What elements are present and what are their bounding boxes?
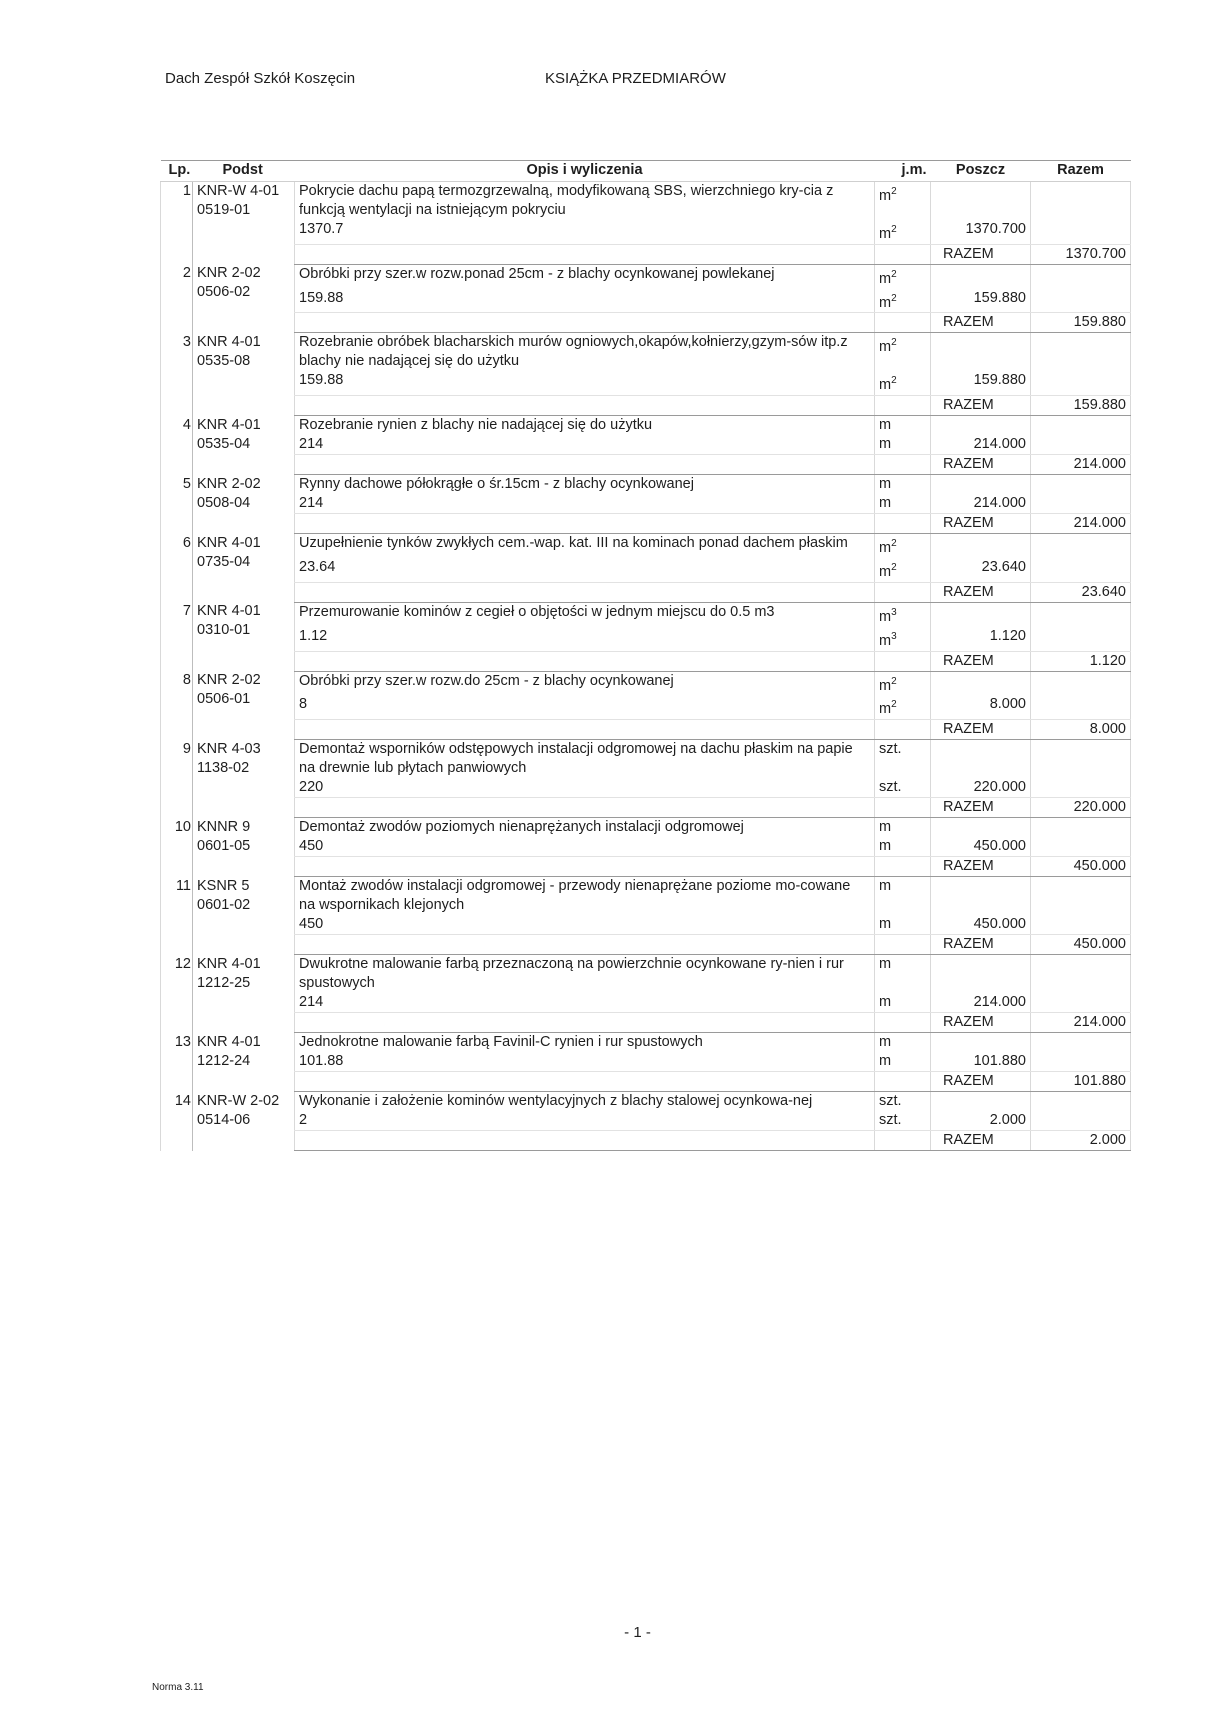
item-total-spacer: [875, 244, 931, 264]
item-calculation-unit: $m^2$: [875, 289, 931, 313]
item-basis-code: KSNR 5 0601-02: [193, 877, 295, 955]
cost-estimate-table: [160, 160, 1131, 1151]
item-basis-code: KNNR 9 0601-05: [193, 818, 295, 877]
table-row-total: [161, 798, 1131, 818]
item-total-empty: [1031, 494, 1131, 514]
item-partial-value: 214.000: [931, 494, 1031, 514]
item-number: 2: [161, 264, 193, 333]
table-row-calculation: [161, 220, 1131, 244]
item-total-empty: [1031, 1052, 1131, 1072]
item-total-spacer: [295, 582, 875, 602]
item-total-label: RAZEM: [931, 798, 1031, 818]
item-total-empty: [1031, 264, 1131, 288]
item-total-label: RAZEM: [931, 396, 1031, 416]
item-total-empty: [1031, 602, 1131, 626]
item-partial-value: 450.000: [931, 915, 1031, 935]
item-total-spacer: [875, 1131, 931, 1151]
item-total-value: 1.120: [1031, 651, 1131, 671]
table-body: [161, 182, 1131, 1151]
item-partial-empty: [931, 333, 1031, 372]
item-partial-value: 1370.700: [931, 220, 1031, 244]
item-total-label: RAZEM: [931, 1072, 1031, 1092]
table-row-calculation: [161, 915, 1131, 935]
table-row: [161, 671, 1131, 695]
item-description: Demontaż wsporników odstępowych instalacji odgromowej na dachu płaskim na papie na drewnie lub płytach panwiowych: [295, 740, 875, 779]
page-number: - 1 -: [624, 1624, 651, 1641]
item-unit: m: [875, 818, 931, 838]
table-row-total: [161, 244, 1131, 264]
document-title: KSIĄŻKA PRZEDMIARÓW: [545, 70, 726, 87]
item-total-empty: [1031, 534, 1131, 558]
item-total-spacer: [875, 935, 931, 955]
column-header-razem: Razem: [1031, 161, 1131, 182]
item-number: 9: [161, 740, 193, 818]
item-calculation: 450: [295, 915, 875, 935]
item-basis-code: KNR 4-01 1212-24: [193, 1033, 295, 1092]
table-row-total: [161, 313, 1131, 333]
item-partial-empty: [931, 955, 1031, 994]
item-total-empty: [1031, 877, 1131, 916]
item-calculation-unit: m: [875, 1052, 931, 1072]
item-basis-code: KNR 4-01 0535-08: [193, 333, 295, 416]
table-row-calculation: [161, 289, 1131, 313]
item-total-value: 214.000: [1031, 455, 1131, 475]
item-total-spacer: [295, 857, 875, 877]
table-row-total: [161, 857, 1131, 877]
item-total-spacer: [295, 396, 875, 416]
table-row-total: [161, 514, 1131, 534]
item-total-value: 2.000: [1031, 1131, 1131, 1151]
item-calculation: 8: [295, 695, 875, 719]
item-total-value: 159.880: [1031, 313, 1131, 333]
item-total-spacer: [875, 720, 931, 740]
table-row-calculation: [161, 1111, 1131, 1131]
item-unit: $m^2$: [875, 333, 931, 372]
item-calculation-unit: szt.: [875, 778, 931, 798]
item-total-label: RAZEM: [931, 935, 1031, 955]
item-total-empty: [1031, 435, 1131, 455]
item-total-empty: [1031, 371, 1131, 395]
table-row: [161, 416, 1131, 436]
item-total-empty: [1031, 289, 1131, 313]
item-total-value: 1370.700: [1031, 244, 1131, 264]
item-total-label: RAZEM: [931, 857, 1031, 877]
table-row-total: [161, 1072, 1131, 1092]
item-total-empty: [1031, 818, 1131, 838]
item-description: Rynny dachowe półokrągłe o śr.15cm - z blachy ocynkowanej: [295, 475, 875, 495]
item-calculation: 101.88: [295, 1052, 875, 1072]
item-description: Rozebranie obróbek blacharskich murów ogniowych,okapów,kołnierzy,gzym-sów itp.z blachy nie nadającej się do użytku: [295, 333, 875, 372]
item-total-empty: [1031, 778, 1131, 798]
table-row-calculation: [161, 435, 1131, 455]
item-number: 3: [161, 333, 193, 416]
item-total-spacer: [295, 651, 875, 671]
item-total-value: 214.000: [1031, 514, 1131, 534]
item-total-label: RAZEM: [931, 313, 1031, 333]
item-total-spacer: [295, 935, 875, 955]
item-partial-value: 101.880: [931, 1052, 1031, 1072]
item-total-empty: [1031, 627, 1131, 651]
item-total-empty: [1031, 695, 1131, 719]
item-description: Wykonanie i założenie kominów wentylacyjnych z blachy stalowej ocynkowa-nej: [295, 1092, 875, 1112]
item-partial-empty: [931, 818, 1031, 838]
item-basis-code: KNR 4-03 1138-02: [193, 740, 295, 818]
item-total-empty: [1031, 475, 1131, 495]
item-total-empty: [1031, 671, 1131, 695]
item-partial-empty: [931, 671, 1031, 695]
item-calculation: 450: [295, 837, 875, 857]
column-header-poszcz: Poszcz: [931, 161, 1031, 182]
column-header-opis: Opis i wyliczenia: [295, 161, 875, 182]
item-partial-empty: [931, 416, 1031, 436]
item-total-value: 214.000: [1031, 1013, 1131, 1033]
item-partial-empty: [931, 602, 1031, 626]
item-unit: m: [875, 416, 931, 436]
item-calculation-unit: $m^2$: [875, 220, 931, 244]
table-row-total: [161, 720, 1131, 740]
table-row-calculation: [161, 837, 1131, 857]
item-unit: m: [875, 877, 931, 916]
table-row: [161, 877, 1131, 916]
item-calculation: 214: [295, 494, 875, 514]
item-basis-code: KNR 2-02 0506-02: [193, 264, 295, 333]
item-partial-value: 8.000: [931, 695, 1031, 719]
item-calculation-unit: m: [875, 993, 931, 1013]
item-basis-code: KNR 2-02 0508-04: [193, 475, 295, 534]
item-total-value: 450.000: [1031, 935, 1131, 955]
item-calculation: 159.88: [295, 371, 875, 395]
item-total-value: 101.880: [1031, 1072, 1131, 1092]
item-partial-value: 214.000: [931, 435, 1031, 455]
item-partial-value: 159.880: [931, 289, 1031, 313]
item-unit: $m^2$: [875, 182, 931, 221]
item-calculation-unit: m: [875, 915, 931, 935]
item-partial-empty: [931, 475, 1031, 495]
table-row: [161, 1033, 1131, 1053]
item-total-empty: [1031, 558, 1131, 582]
item-partial-empty: [931, 740, 1031, 779]
item-total-value: 220.000: [1031, 798, 1131, 818]
table-row-calculation: [161, 695, 1131, 719]
item-number: 8: [161, 671, 193, 740]
item-total-spacer: [875, 313, 931, 333]
item-total-spacer: [875, 857, 931, 877]
item-calculation: 1.12: [295, 627, 875, 651]
item-total-spacer: [295, 514, 875, 534]
item-total-spacer: [295, 798, 875, 818]
item-unit: m: [875, 955, 931, 994]
table-row-total: [161, 396, 1131, 416]
item-total-label: RAZEM: [931, 514, 1031, 534]
table-row-total: [161, 1013, 1131, 1033]
item-number: 6: [161, 534, 193, 603]
item-total-label: RAZEM: [931, 720, 1031, 740]
column-header-lp: Lp.: [161, 161, 193, 182]
table-row-calculation: [161, 371, 1131, 395]
item-total-empty: [1031, 915, 1131, 935]
table-row: [161, 182, 1131, 221]
item-partial-value: 214.000: [931, 993, 1031, 1013]
item-description: Montaż zwodów instalacji odgromowej - przewody nienaprężane poziome mo-cowane na wspornikach klejonych: [295, 877, 875, 916]
item-number: 14: [161, 1092, 193, 1151]
item-unit: $m^2$: [875, 671, 931, 695]
table-row: [161, 602, 1131, 626]
item-total-spacer: [875, 514, 931, 534]
item-number: 13: [161, 1033, 193, 1092]
table-row: [161, 740, 1131, 779]
table-row-total: [161, 1131, 1131, 1151]
item-basis-code: KNR 4-01 0535-04: [193, 416, 295, 475]
item-number: 11: [161, 877, 193, 955]
item-description: Jednokrotne malowanie farbą Favinil-C rynien i rur spustowych: [295, 1033, 875, 1053]
table-row-total: [161, 455, 1131, 475]
item-number: 7: [161, 602, 193, 671]
item-basis-code: KNR 2-02 0506-01: [193, 671, 295, 740]
item-calculation: 214: [295, 435, 875, 455]
item-total-spacer: [875, 651, 931, 671]
item-total-value: 23.640: [1031, 582, 1131, 602]
item-number: 5: [161, 475, 193, 534]
item-partial-empty: [931, 1092, 1031, 1112]
item-basis-code: KNR 4-01 0310-01: [193, 602, 295, 671]
table-header-row: [161, 161, 1131, 182]
item-description: Dwukrotne malowanie farbą przeznaczoną na powierzchnie ocynkowane ry-nien i rur spustowych: [295, 955, 875, 994]
item-calculation-unit: m: [875, 435, 931, 455]
item-total-empty: [1031, 837, 1131, 857]
item-total-value: 8.000: [1031, 720, 1131, 740]
table-row: [161, 264, 1131, 288]
item-description: Uzupełnienie tynków zwykłych cem.-wap. kat. III na kominach ponad dachem płaskim: [295, 534, 875, 558]
item-partial-value: 1.120: [931, 627, 1031, 651]
item-basis-code: KNR 4-01 0735-04: [193, 534, 295, 603]
item-total-label: RAZEM: [931, 1131, 1031, 1151]
item-partial-value: 2.000: [931, 1111, 1031, 1131]
item-description: Rozebranie rynien z blachy nie nadającej się do użytku: [295, 416, 875, 436]
item-unit: $m^3$: [875, 602, 931, 626]
item-description: Obróbki przy szer.w rozw.do 25cm - z blachy ocynkowanej: [295, 671, 875, 695]
item-basis-code: KNR-W 4-01 0519-01: [193, 182, 295, 265]
item-basis-code: KNR-W 2-02 0514-06: [193, 1092, 295, 1151]
item-total-empty: [1031, 740, 1131, 779]
item-total-spacer: [295, 720, 875, 740]
item-unit: $m^2$: [875, 534, 931, 558]
item-calculation-unit: $m^2$: [875, 558, 931, 582]
table-row: [161, 1092, 1131, 1112]
item-calculation-unit: $m^2$: [875, 371, 931, 395]
item-number: 10: [161, 818, 193, 877]
item-partial-empty: [931, 1033, 1031, 1053]
item-unit: $m^2$: [875, 264, 931, 288]
item-calculation-unit: $m^3$: [875, 627, 931, 651]
table-row: [161, 955, 1131, 994]
item-partial-value: 450.000: [931, 837, 1031, 857]
item-total-label: RAZEM: [931, 582, 1031, 602]
item-total-spacer: [875, 582, 931, 602]
item-total-empty: [1031, 955, 1131, 994]
table-row-calculation: [161, 627, 1131, 651]
item-calculation-unit: m: [875, 837, 931, 857]
document-header-left: Dach Zespół Szkół Koszęcin: [165, 70, 356, 87]
table-row-calculation: [161, 494, 1131, 514]
item-partial-empty: [931, 534, 1031, 558]
item-calculation: 23.64: [295, 558, 875, 582]
item-calculation: 214: [295, 993, 875, 1013]
item-calculation: 220: [295, 778, 875, 798]
table-row-calculation: [161, 1052, 1131, 1072]
table-row-total: [161, 651, 1131, 671]
item-total-empty: [1031, 1111, 1131, 1131]
item-total-spacer: [875, 1013, 931, 1033]
item-partial-empty: [931, 264, 1031, 288]
table-row-total: [161, 582, 1131, 602]
item-unit: m: [875, 1033, 931, 1053]
table-row: [161, 475, 1131, 495]
item-total-empty: [1031, 1092, 1131, 1112]
item-basis-code: KNR 4-01 1212-25: [193, 955, 295, 1033]
item-total-empty: [1031, 993, 1131, 1013]
item-total-empty: [1031, 1033, 1131, 1053]
item-description: Obróbki przy szer.w rozw.ponad 25cm - z blachy ocynkowanej powlekanej: [295, 264, 875, 288]
software-footer: Norma 3.11: [152, 1682, 204, 1693]
item-partial-value: 159.880: [931, 371, 1031, 395]
item-total-empty: [1031, 182, 1131, 221]
item-calculation-unit: m: [875, 494, 931, 514]
item-calculation: 2: [295, 1111, 875, 1131]
item-description: Demontaż zwodów poziomych nienaprężanych instalacji odgromowej: [295, 818, 875, 838]
item-total-empty: [1031, 416, 1131, 436]
table-row: [161, 333, 1131, 372]
item-total-empty: [1031, 220, 1131, 244]
item-unit: m: [875, 475, 931, 495]
item-total-spacer: [875, 396, 931, 416]
item-total-label: RAZEM: [931, 244, 1031, 264]
column-header-jm: j.m.: [875, 161, 931, 182]
item-number: 12: [161, 955, 193, 1033]
item-unit: szt.: [875, 740, 931, 779]
item-total-spacer: [295, 1131, 875, 1151]
item-total-spacer: [295, 455, 875, 475]
item-total-spacer: [295, 1072, 875, 1092]
table-row: [161, 534, 1131, 558]
item-total-label: RAZEM: [931, 651, 1031, 671]
item-number: 1: [161, 182, 193, 265]
item-total-spacer: [295, 244, 875, 264]
table-row: [161, 818, 1131, 838]
item-total-label: RAZEM: [931, 455, 1031, 475]
table-row-calculation: [161, 993, 1131, 1013]
item-total-spacer: [295, 313, 875, 333]
table-row-total: [161, 935, 1131, 955]
item-total-value: 450.000: [1031, 857, 1131, 877]
item-total-value: 159.880: [1031, 396, 1131, 416]
item-total-empty: [1031, 333, 1131, 372]
item-partial-value: 23.640: [931, 558, 1031, 582]
item-partial-value: 220.000: [931, 778, 1031, 798]
item-calculation-unit: szt.: [875, 1111, 931, 1131]
table-row-calculation: [161, 778, 1131, 798]
item-calculation-unit: $m^2$: [875, 695, 931, 719]
item-partial-empty: [931, 182, 1031, 221]
item-total-spacer: [295, 1013, 875, 1033]
item-partial-empty: [931, 877, 1031, 916]
column-header-podst: Podst: [193, 161, 295, 182]
item-total-spacer: [875, 798, 931, 818]
item-description: Przemurowanie kominów z cegieł o objętości w jednym miejscu do 0.5 m3: [295, 602, 875, 626]
table-row-calculation: [161, 558, 1131, 582]
item-unit: szt.: [875, 1092, 931, 1112]
item-description: Pokrycie dachu papą termozgrzewalną, modyfikowaną SBS, wierzchniego kry-cia z funkcją wentylacji na istniejącym pokryciu: [295, 182, 875, 221]
item-number: 4: [161, 416, 193, 475]
item-total-label: RAZEM: [931, 1013, 1031, 1033]
item-calculation: 159.88: [295, 289, 875, 313]
item-total-spacer: [875, 455, 931, 475]
item-calculation: 1370.7: [295, 220, 875, 244]
item-total-spacer: [875, 1072, 931, 1092]
